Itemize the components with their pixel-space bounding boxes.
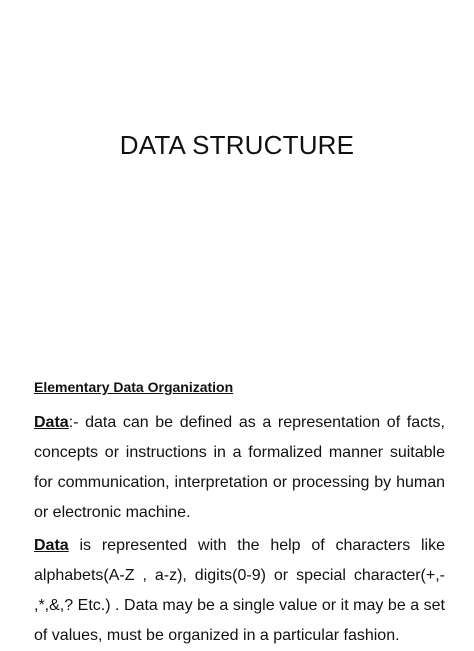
page-title: DATA STRUCTURE [119, 130, 355, 160]
paragraph-text: is represented with the help of characters like alphabets(A-Z , a-z), digits(0-9) or special character(+,- ,*,&,? Etc.) . Data may be a single value or it may be a set of values, must be organized in a particular fashion. [34, 537, 445, 644]
section-heading: Elementary Data Organization [34, 379, 234, 395]
paragraph-data-representation [34, 531, 445, 651]
paragraph-term: Data [34, 414, 69, 431]
paragraph-data-definition [34, 408, 445, 528]
paragraph-term: Data [34, 537, 69, 554]
paragraph-text: :- data can be defined as a representation of facts, concepts or instructions in a formalized manner suitable for communication, interpretation or processing by human or electronic machine. [34, 414, 445, 521]
